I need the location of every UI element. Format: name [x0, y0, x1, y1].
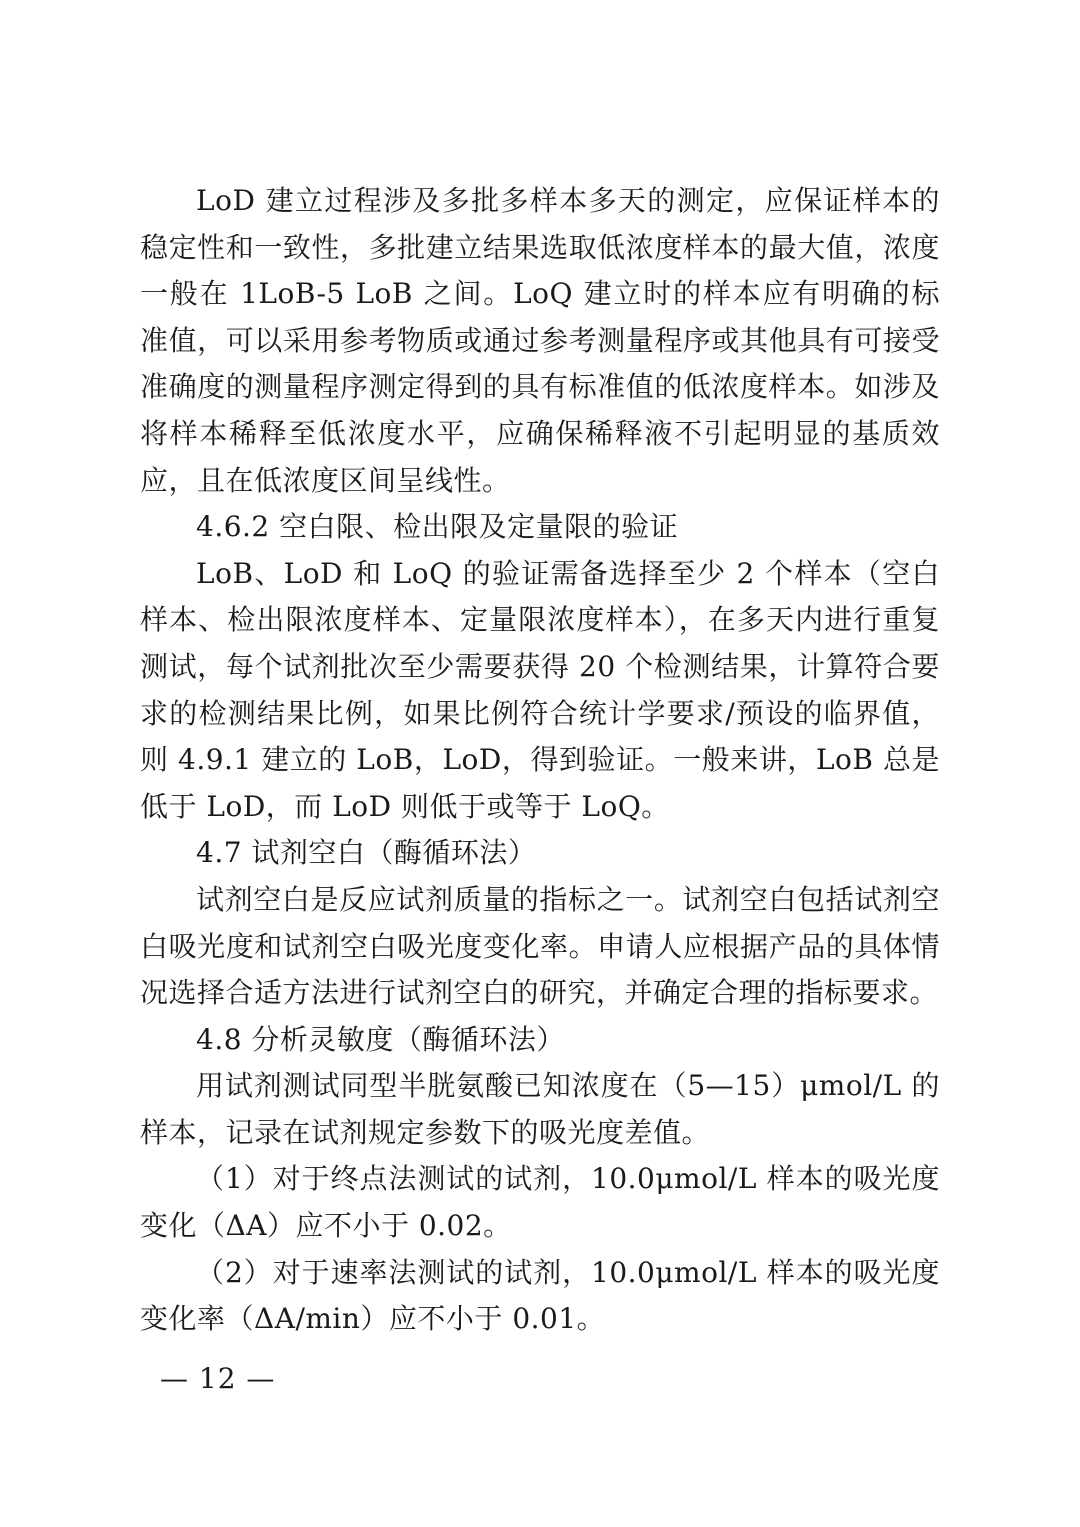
paragraph-lod-establishment: LoD 建立过程涉及多批多样本多天的测定，应保证样本的稳定性和一致性，多批建立结果选取低浓度样本的最大值，浓度一般在 1LoB-5 LoB 之间。LoQ 建立时的样本应有明确的标准值，可以采用参考物质或通过参考测量程序或其他具有可接受准确度的测量程序测定得到的具有标准值的低浓度样本。如涉及将样本稀释至低浓度水平，应确保稀释液不引起明显的基质效应，且在低浓度区间呈线性。 [140, 184, 940, 497]
paragraph-sensitivity-intro: 用试剂测试同型半胱氨酸已知浓度在（5—15）μmol/L 的样本，记录在试剂规定参数下的吸光度差值。 [140, 1069, 940, 1149]
heading-4-7: 4.7 试剂空白（酶循环法） [196, 836, 537, 870]
body-text [140, 178, 940, 1343]
paragraph-reagent-blank: 试剂空白是反应试剂质量的指标之一。试剂空白包括试剂空白吸光度和试剂空白吸光度变化率。申请人应根据产品的具体情况选择合适方法进行试剂空白的研究，并确定合理的指标要求。 [140, 882, 940, 1010]
paragraph-rate-method: （2）对于速率法测试的试剂，10.0μmol/L 样本的吸光度变化率（ΔA/min）应不小于 0.01。 [140, 1255, 940, 1336]
paragraph-verification: LoB、LoD 和 LoQ 的验证需备选择至少 2 个样本（空白样本、检出限浓度样本、定量限浓度样本），在多天内进行重复测试，每个试剂批次至少需要获得 20 个检测结果，计算符合要求的检测结果比例，如果比例符合统计学要求/预设的临界值，则 4.9.1 建立的 LoB，LoD，得到验证。一般来讲，LoB 总是低于 LoD，而 LoD 则低于或等于 LoQ。 [140, 556, 940, 823]
heading-4-6-2: 4.6.2 空白限、检出限及定量限的验证 [196, 510, 679, 544]
paragraph-endpoint-method: （1）对于终点法测试的试剂，10.0μmol/L 样本的吸光度变化（ΔA）应不小于 0.02。 [140, 1162, 940, 1243]
heading-4-8: 4.8 分析灵敏度（酶循环法） [196, 1022, 565, 1056]
page-number: — 12 — [160, 1362, 276, 1395]
